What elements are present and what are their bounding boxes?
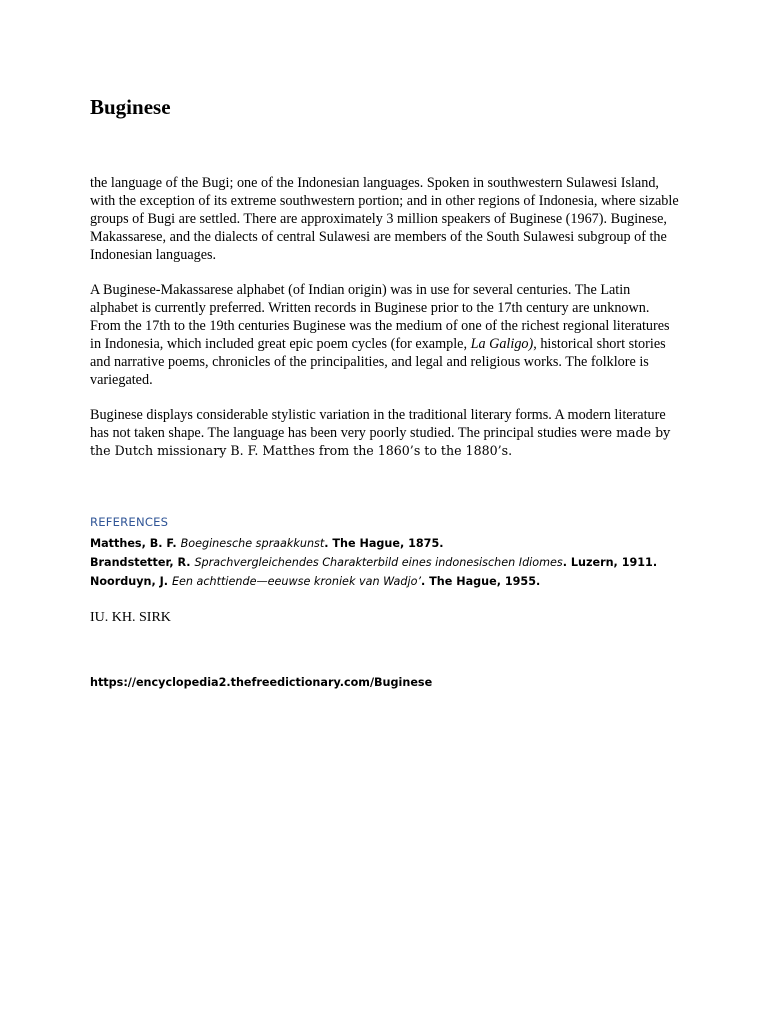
reference-publication: . The Hague, 1955. xyxy=(421,575,541,588)
reference-publication: . The Hague, 1875. xyxy=(324,537,444,550)
paragraph-alphabet-text-start: A Buginese-Makassarese alphabet (of Indian origin) was in use for several centuries. The Latin alphabet is currently preferred. Written records in Buginese prior to the 17th century are unknown. From the 17th to the 19th centuries Buginese was the medium of one of the richest regional literatures in Indonesia, which included great epic poem cycles (for example, xyxy=(90,282,670,352)
paragraph-stylistic-text-tail: were made by the Dutch missionary B. F. Matthes from the 1860’s to the 1880’s. xyxy=(90,425,671,458)
reference-work-title: Sprachvergleichendes Charakterbild eines indonesischen Idiomes xyxy=(194,556,563,569)
reference-work-title: Boeginesche spraakkunst xyxy=(180,537,325,550)
paragraph-stylistic-text: Buginese displays considerable stylistic variation in the traditional literary forms. A modern literature has not taken shape. The language has been very poorly studied. The principal studies xyxy=(90,407,666,441)
reference-work-title: Een achttiende—eeuwse kroniek van Wadjo’ xyxy=(171,575,422,588)
reference-author: Noorduyn, J. xyxy=(90,575,172,588)
paragraph-stylistic-variation xyxy=(90,406,680,460)
author-signature: IU. KH. SIRK xyxy=(90,610,171,625)
reference-item xyxy=(90,534,710,553)
paragraph-alphabet-text-end: , historical short stories and narrative poems, chronicles of the principalities, and legal and religious works. The folklore is variegated. xyxy=(90,336,666,388)
references-list xyxy=(90,534,710,591)
page-title: Buginese xyxy=(90,95,171,119)
reference-author: Matthes, B. F. xyxy=(90,537,181,550)
source-url: https://encyclopedia2.thefreedictionary.com/Buginese xyxy=(90,676,433,689)
paragraph-intro xyxy=(90,174,680,264)
work-title-la-galigo: La Galigo) xyxy=(470,336,534,352)
reference-item xyxy=(90,553,710,572)
reference-author: Brandstetter, R. xyxy=(90,556,195,569)
paragraph-intro-text: the language of the Bugi; one of the Indonesian languages. Spoken in southwestern Sulawesi Island, with the exception of its extreme southwestern portion; and in other regions of Indonesia, where sizable groups of Bugi are settled. There are approximately 3 million speakers of Buginese (1967). Buginese, Makassarese, and the dialects of central Sulawesi are members of the South Sulawesi subgroup of the Indonesian languages. xyxy=(90,175,679,263)
paragraph-alphabet-literature xyxy=(90,281,680,389)
reference-publication: . Luzern, 1911. xyxy=(562,556,658,569)
references-heading: REFERENCES xyxy=(90,515,169,529)
reference-item xyxy=(90,572,710,591)
